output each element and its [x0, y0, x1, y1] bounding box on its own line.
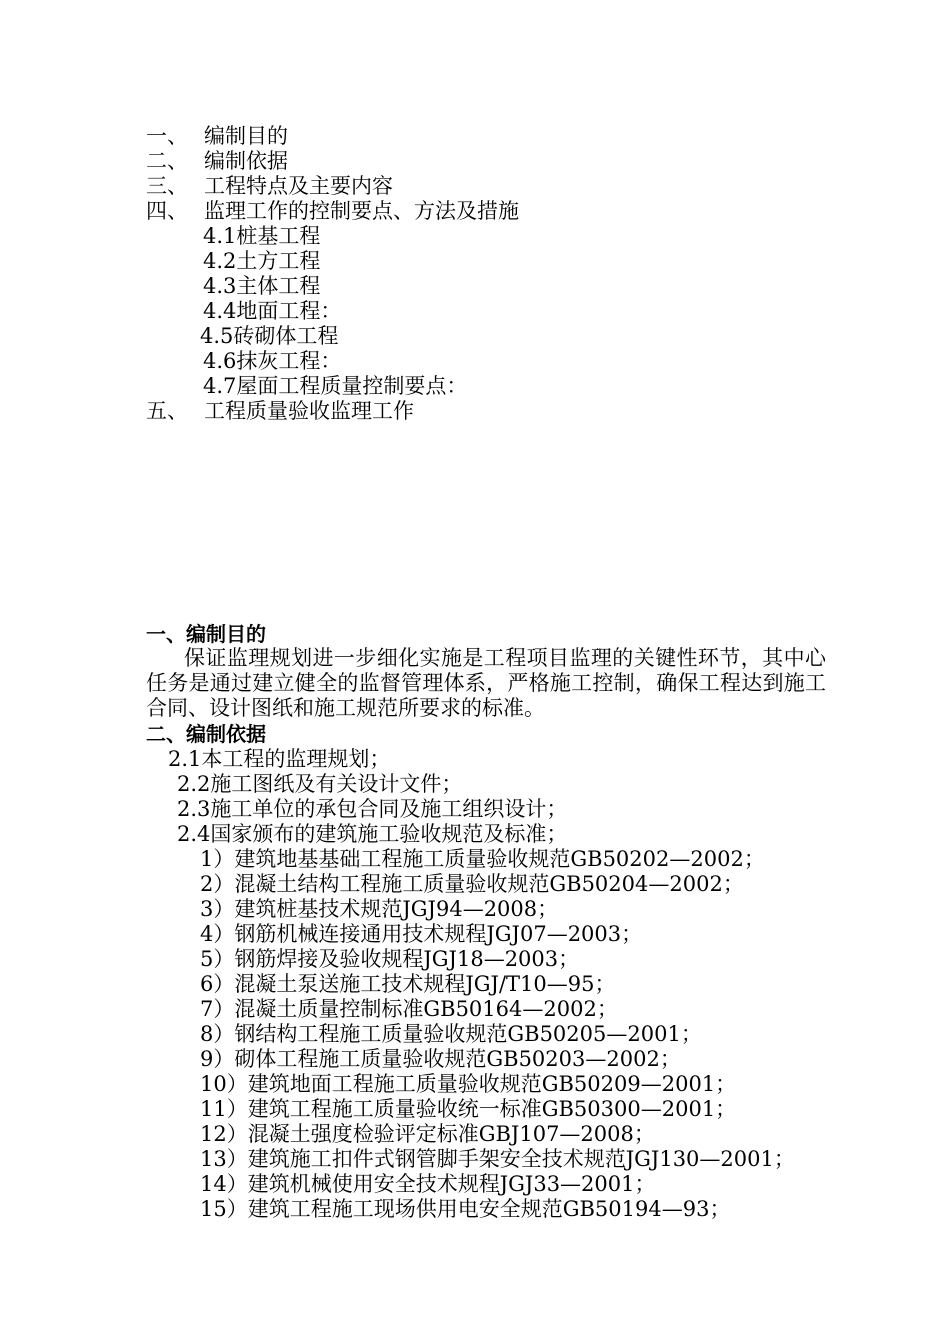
- standard-item: 13）建筑施工扣件式钢管脚手架安全技术规范JGJ130—2001；: [200, 1147, 795, 1171]
- section-heading: 二、编制依据: [146, 722, 266, 746]
- section-heading: 一、编制目的: [146, 622, 266, 646]
- standard-item: 2）混凝土结构工程施工质量验收规范GB50204—2002；: [200, 872, 744, 896]
- standard-item: 14）建筑机械使用安全技术规程JGJ33—2001；: [200, 1172, 656, 1196]
- toc-item: 二、 编制依据: [146, 149, 288, 173]
- basis-item: 2.3施工单位的承包合同及施工组织设计；: [177, 797, 568, 821]
- standard-item: 8）钢结构工程施工质量验收规范GB50205—2001；: [200, 1022, 702, 1046]
- standard-item: 10）建筑地面工程施工质量验收规范GB50209—2001；: [200, 1072, 737, 1096]
- standard-item: 5）钢筋焊接及验收规程JGJ18—2003；: [200, 947, 580, 971]
- standard-item: 1）建筑地基基础工程施工质量验收规范GB50202—2002；: [200, 847, 765, 871]
- basis-item: 2.4国家颁布的建筑施工验收规范及标准；: [177, 822, 568, 846]
- toc-sub-item: 4.5砖砌体工程: [200, 324, 339, 348]
- basis-item: 2.1本工程的监理规划；: [168, 747, 391, 771]
- standard-item: 9）砌体工程施工质量验收规范GB50203—2002；: [200, 1047, 681, 1071]
- toc-item: 一、 编制目的: [146, 124, 288, 148]
- standard-item: 4）钢筋机械连接通用技术规程JGJ07—2003；: [200, 922, 643, 946]
- standard-item: 7）混凝土质量控制标准GB50164—2002；: [200, 997, 618, 1021]
- standard-item: 6）混凝土泵送施工技术规程JGJ/T10—95；: [200, 972, 616, 996]
- basis-item: 2.2施工图纸及有关设计文件；: [177, 772, 463, 796]
- toc-item: 三、 工程特点及主要内容: [146, 174, 393, 198]
- toc-sub-item: 4.7屋面工程质量控制要点：: [203, 374, 468, 398]
- toc-sub-item: 4.4地面工程：: [203, 299, 342, 323]
- toc-sub-item: 4.1桩基工程: [203, 224, 321, 248]
- standard-item: 3）建筑桩基技术规范JGJ94—2008；: [200, 897, 559, 921]
- toc-sub-item: 4.2土方工程: [203, 249, 321, 273]
- section-paragraph: 保证监理规划进一步细化实施是工程项目监理的关键性环节，其中心任务是通过建立健全的监督管理体系，严格施工控制，确保工程达到施工合同、设计图纸和施工规范所要求的标准。: [146, 646, 826, 720]
- standard-item: 15）建筑工程施工现场供用电安全规范GB50194—93；: [200, 1197, 731, 1221]
- toc-item: 四、 监理工作的控制要点、方法及措施: [146, 199, 519, 223]
- toc-item: 五、 工程质量验收监理工作: [146, 399, 414, 423]
- standard-item: 11）建筑工程施工质量验收统一标准GB50300—2001；: [200, 1097, 737, 1121]
- standard-item: 12）混凝土强度检验评定标准GBJ107—2008；: [200, 1122, 655, 1146]
- toc-sub-item: 4.3主体工程: [203, 274, 321, 298]
- toc-sub-item: 4.6抹灰工程：: [203, 349, 342, 373]
